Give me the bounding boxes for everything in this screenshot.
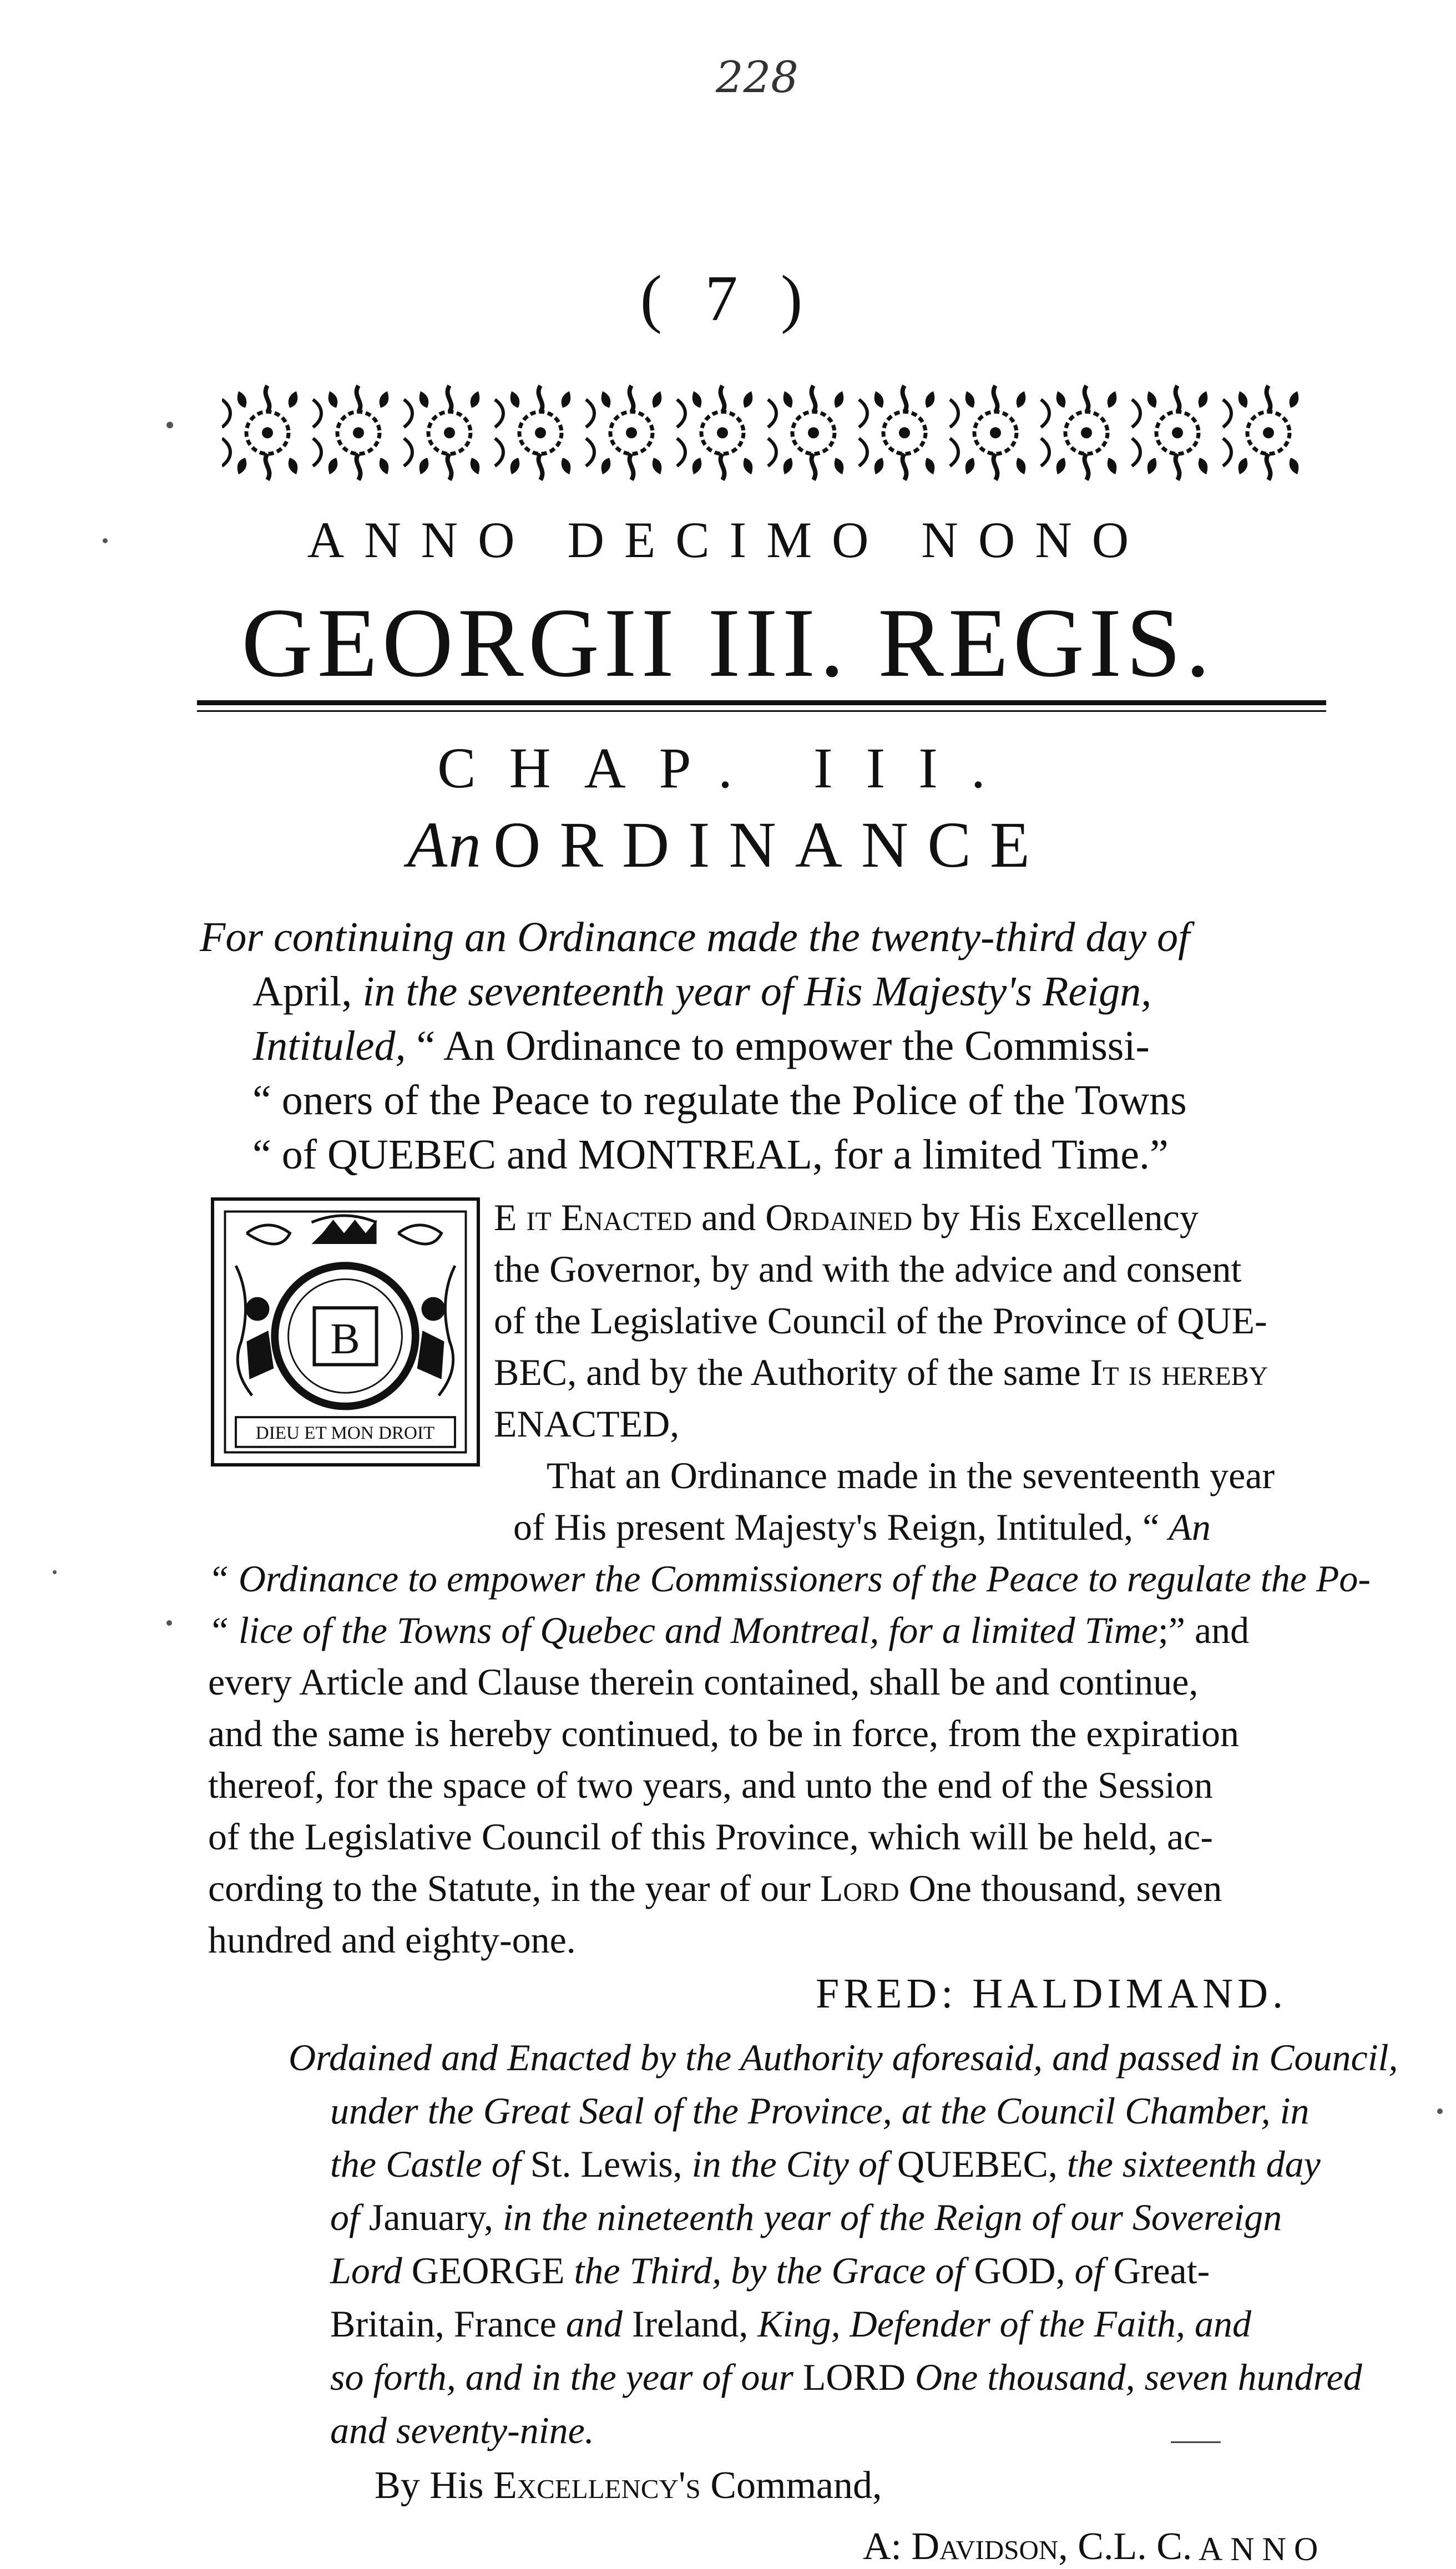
body-line-1-sc1: it Enacted (526, 1196, 692, 1238)
body-line-10: every Article and Clause therein contained, shall be and continue, (208, 1661, 1199, 1703)
scan-speck (166, 422, 173, 428)
page-number: ( 7 ) (640, 262, 816, 335)
body-line-14-b: One thousand, seven (899, 1867, 1222, 1909)
ordained-line-7-it2: One thousand, seven hundred (914, 2356, 1362, 2398)
decorated-initial (211, 1197, 480, 1466)
body-line-9-italic: “ lice of the Towns of Quebec and Montreal, for a limited Time (208, 1609, 1158, 1651)
scan-speck (1437, 2108, 1443, 2114)
floral-rosette-icon (222, 375, 1315, 491)
body-line-5: ENACTED, (494, 1403, 680, 1445)
command-a: By His (375, 2464, 493, 2507)
heavy-rule (197, 700, 1326, 705)
ordinance-heading-an: An (407, 808, 483, 881)
ordained-line-3-r1: St. Lewis, (530, 2143, 692, 2185)
ordained-line-3-it2: in the City of (691, 2143, 897, 2185)
ordained-line-5-it3: of (1074, 2249, 1114, 2292)
title-line-2 (252, 964, 1151, 1019)
body-line-4-sc: It is hereby (1090, 1351, 1268, 1393)
ordained-line-4-r1: January, (368, 2196, 503, 2238)
body-line-4 (494, 1347, 1268, 1398)
ordained-line-7 (330, 2350, 1362, 2404)
body-line-6: That an Ordinance made in the seventeenth year (547, 1454, 1275, 1496)
regnal-title: GEORGII III. REGIS. (241, 588, 1215, 697)
title-line-2-italic: in the seventeenth year of His Majesty's Reign, (362, 968, 1152, 1015)
body-line-14-sc: Lord (820, 1867, 899, 1909)
ordained-line-5-it2: the Third, by the Grace of (574, 2249, 974, 2292)
title-line-2-roman: April, (252, 968, 363, 1015)
body-line-9 (208, 1605, 1249, 1656)
handwritten-page-number: 228 (716, 53, 798, 103)
ordained-line-7-r1: LORD (802, 2356, 915, 2398)
body-line-12: thereof, for the space of two years, and unto the end of the Session (208, 1764, 1213, 1806)
ordained-line-3-it3: the sixteenth day (1066, 2143, 1321, 2185)
chapter-heading: CHAP. III. (437, 736, 1019, 800)
countersignature (863, 2525, 1192, 2569)
scan-speck (166, 1620, 172, 1626)
scan-speck (53, 1570, 57, 1574)
ordained-line-3-it1: the Castle of (330, 2143, 530, 2185)
royal-coat-of-arms-icon (214, 1201, 477, 1463)
ordained-line-6-it1: and (565, 2303, 632, 2345)
body-line-1-a: E (494, 1196, 527, 1238)
body-line-1-b: and (692, 1196, 766, 1238)
countersign-b: , C.L. C. (1058, 2525, 1192, 2568)
ordained-line-5-it1: Lord (330, 2249, 412, 2292)
body-line-13: of the Legislative Council of this Province, which will be held, ac- (208, 1816, 1213, 1858)
margin-dash (1171, 2441, 1221, 2443)
command-sc: Excellency's (493, 2464, 701, 2507)
ordinance-heading (0, 807, 1456, 883)
body-line-7-italic: An (1169, 1506, 1211, 1548)
body-line-3: of the Legislative Council of the Province of QUE- (494, 1299, 1267, 1342)
initial-letter: B (330, 1314, 360, 1364)
ordained-line-5 (330, 2244, 1210, 2297)
countersign-a: A: (863, 2525, 912, 2568)
ordained-line-7-it1: so forth, and in the year of our (330, 2356, 803, 2398)
command-line (375, 2464, 882, 2508)
scan-speck (103, 538, 108, 543)
title-line-4: “ oners of the Peace to regulate the Police of the Towns (252, 1077, 1187, 1124)
ordained-line-6 (330, 2297, 1251, 2350)
body-line-2: the Governor, by and with the advice and consent (494, 1248, 1242, 1290)
ordained-line-6-r2: Ireland, (631, 2303, 758, 2345)
anno-heading: ANNO DECIMO NONO (307, 512, 1149, 568)
title-line-1: For continuing an Ordinance made the twenty-third day of (200, 914, 1190, 960)
ordained-line-5-r3: Great- (1113, 2249, 1210, 2292)
body-line-11: and the same is hereby continued, to be in force, from the expiration (208, 1712, 1240, 1754)
body-line-4-a: BEC, and by the Authority of the same (494, 1351, 1090, 1393)
title-line-3-italic: Intituled, (252, 1023, 417, 1069)
body-line-7 (513, 1501, 1211, 1553)
body-line-1-sc2: Ordained (765, 1196, 913, 1238)
body-line-15: hundred and eighty-one. (208, 1919, 576, 1961)
ordained-line-8: and seventy-nine. (330, 2409, 594, 2451)
body-line-7-a: of His present Majesty's Reign, Intituled, “ (513, 1506, 1169, 1548)
body-line-14-a: cording to the Statute, in the year of our (208, 1867, 820, 1909)
catchword: ANNO (1199, 2531, 1326, 2567)
ordained-line-6-it2: King, Defender of the Faith, and (757, 2303, 1251, 2345)
ordinance-heading-word: ORDINANCE (493, 808, 1049, 881)
ordained-line-5-r1: GEORGE (411, 2249, 574, 2292)
body-line-14 (208, 1863, 1222, 1914)
ordained-line-3 (330, 2137, 1321, 2191)
governor-signature: FRED: HALDIMAND. (816, 1970, 1287, 2017)
initial-motto-bottom: DIEU ET MON DROIT (255, 1423, 435, 1444)
ordained-line-6-r1: Britain, France (330, 2303, 566, 2345)
title-line-3-roman: “ An Ordinance to empower the Commissi- (416, 1023, 1150, 1069)
ordained-line-4 (330, 2191, 1282, 2244)
title-line-5: “ of QUEBEC and MONTREAL, for a limited Time.” (252, 1131, 1169, 1178)
countersign-sc: Davidson (911, 2525, 1059, 2568)
ordained-line-4-it2: in the nineteenth year of the Reign of our Sovereign (502, 2196, 1282, 2238)
ordained-line-5-r2: GOD, (974, 2249, 1075, 2292)
command-b: Command, (700, 2464, 882, 2507)
thin-rule (197, 710, 1326, 712)
body-line-8: “ Ordinance to empower the Commissioners of the Peace to regulate the Po- (208, 1557, 1371, 1600)
body-line-1-c: by His Excellency (912, 1196, 1199, 1238)
ordained-line-2: under the Great Seal of the Province, at the Council Chamber, in (330, 2090, 1310, 2132)
body-line-9-b: ;” and (1157, 1609, 1250, 1651)
ordained-line-4-it1: of (330, 2196, 369, 2238)
body-line-1 (494, 1192, 1199, 1243)
ordained-line-1: Ordained and Enacted by the Authority aforesaid, and passed in Council, (289, 2036, 1398, 2079)
ordained-line-3-r2: QUEBEC, (897, 2143, 1067, 2185)
floral-ornament-band (222, 375, 1315, 491)
title-line-3 (252, 1019, 1150, 1073)
